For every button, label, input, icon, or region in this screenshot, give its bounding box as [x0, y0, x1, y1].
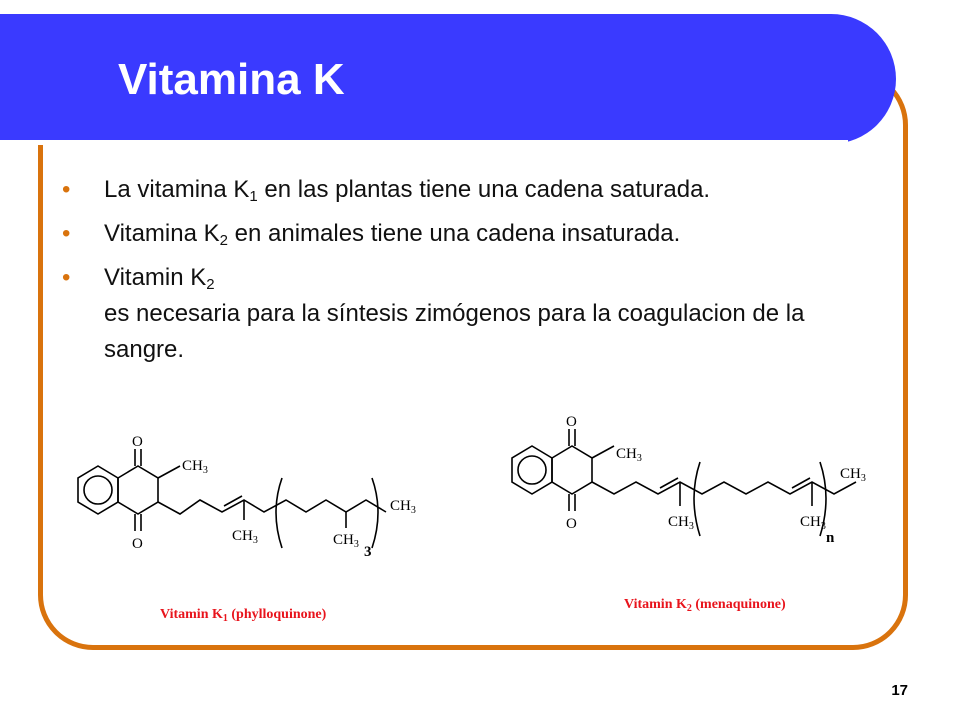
k1-bracket-right: [372, 478, 378, 548]
k2-methyl-ring-label: $CH_3$: [616, 446, 642, 464]
k2-methyl-end-label: $CH_3$: [840, 466, 866, 484]
bullet-subscript: 2: [219, 232, 228, 249]
k2-methyl-branch-label: $CH_3$: [668, 514, 694, 532]
k2-bracket-left: [694, 462, 700, 536]
bullet-dot-icon: •: [62, 264, 71, 291]
bullet-subscript: 2: [206, 276, 215, 293]
slide-title: Vitamina K: [118, 55, 345, 104]
k1-methyl-ring-label: $CH_3$: [182, 458, 208, 476]
bullet-dot-icon: •: [62, 220, 71, 247]
bullet-item: [62, 260, 922, 368]
k1-methyl-branch2-label: $CH_3$: [333, 532, 359, 550]
k2-repeat-count: n: [826, 530, 835, 546]
k2-quinone-ring: [552, 446, 592, 494]
bullet-item: [62, 172, 922, 208]
k2-labels: [566, 414, 866, 614]
bullet-text: es necesaria para la síntesis zimógenos para la coagulacion de la sangre.: [104, 300, 805, 363]
k1-quinone-ring: [118, 466, 158, 514]
k1-labels: [132, 434, 416, 624]
bullet-dot-icon: •: [62, 176, 71, 203]
title-bar: [0, 14, 896, 144]
bullet-subscript: 1: [249, 188, 258, 205]
k2-oxygen-top: O: [566, 414, 577, 430]
bullet-text: Vitamin K: [104, 264, 207, 291]
k2-caption: Vitamin $K_2$ (menaquinone): [624, 597, 786, 614]
vitamin-k-structures: [0, 395, 960, 635]
k2-aromatic-circle: [518, 456, 546, 484]
k1-oxygen-bottom: O: [132, 536, 143, 552]
bullet-text: en animales tiene una cadena insaturada.: [227, 220, 681, 247]
bullet-text: en las plantas tiene una cadena saturada.: [257, 176, 711, 203]
k1-oxygen-top: O: [132, 434, 143, 450]
page-number: 17: [891, 682, 908, 699]
bullet-item: [62, 216, 922, 252]
k1-side-chain: [158, 500, 386, 514]
k1-aromatic-circle: [84, 476, 112, 504]
k1-methyl-branch-label: $CH_3$: [232, 528, 258, 546]
k1-bracket-left: [276, 478, 282, 548]
bullet-text: Vitamina K: [104, 220, 220, 247]
k1-methyl-bond: [158, 466, 180, 478]
k1-caption: Vitamin $K_1$ (phylloquinone): [160, 607, 327, 624]
title-underline: [0, 140, 848, 145]
k1-methyl-end-label: $CH_3$: [390, 498, 416, 516]
bullet-text: La vitamina K: [104, 176, 250, 203]
bullet-list: [62, 172, 922, 376]
k2-oxygen-bottom: O: [566, 516, 577, 532]
k1-repeat-count: 3: [364, 544, 372, 560]
k2-side-chain: [592, 482, 856, 494]
k2-methyl-bond: [592, 446, 614, 458]
k2-methyl-branch2-label: $CH_3$: [800, 514, 826, 532]
